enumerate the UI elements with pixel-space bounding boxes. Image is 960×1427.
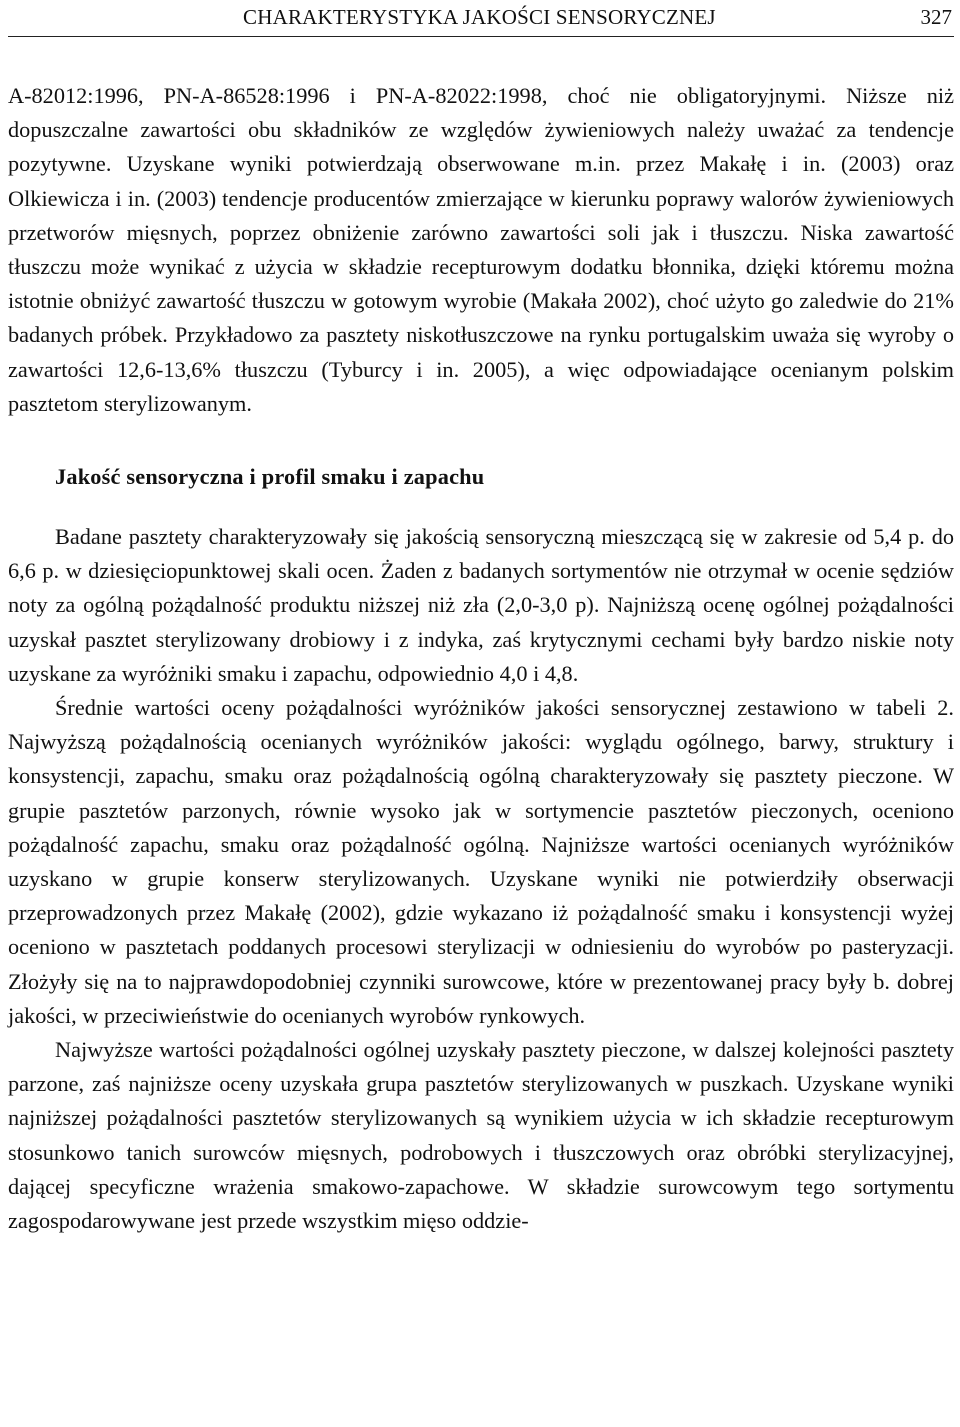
section-heading: Jakość sensoryczna i profil smaku i zapachu: [55, 464, 485, 490]
paragraph-overall-desirability: Najwyższe wartości pożądalności ogólnej uzyskały pasztety pieczone, w dalszej kolejności pasztety parzone, zaś najniższe oceny uzyskała grupa pasztetów sterylizowanych w puszkach. Uzyskane wyniki najniższej pożądalności pasztetów sterylizowanych są wynikiem użycia w ich składzie recepturowym stosunkowo tanich surowców mięsnych, podrobowych i tłuszczowych oraz obróbki sterylizacyjnej, dającej specyficzne wrażenia smakowo-zapachowe. W składzie surowcowym tego sortymentu zagospodarowywane jest przede wszystkim mięso oddzie-: [8, 1037, 954, 1234]
paragraph-continuation: A-82012:1996, PN-A-86528:1996 i PN-A-82022:1998, choć nie obligatoryjnymi. Niższe niż dopuszczalne zawartości obu składników ze względów żywieniowych należy uważać za tendencje pozytywne. Uzyskane wyniki potwierdzają obserwowane m.in. przez Makałę i in. (2003) oraz Olkiewicza i in. (2003) tendencje producentów zmierzające w kierunku poprawy walorów żywieniowych przetworów mięsnych, poprzez obniżenie zarówno zawartości soli jak i tłuszczu. Niska zawartość tłuszczu może wynikać z użycia w składzie recepturowym dodatku błonnika, dzięki któremu można istotnie obniżyć zawartość tłuszczu w gotowym wyrobie (Makała 2002), choć użyto go zaledwie do 21% badanych próbek. Przykładowo za pasztety niskotłuszczowe na rynku portugalskim uważa się wyroby o zawartości 12,6-13,6% tłuszczu (Tyburcy i in. 2005), a więc odpowiadające ocenianym polskim pasztetom sterylizowanym.: [8, 83, 954, 416]
running-header: [8, 0, 954, 37]
paragraph-sensory-quality: Badane pasztety charakteryzowały się jakością sensoryczną mieszczącą się w zakresie od 5,4 p. do 6,6 p. w dziesięciopunktowej skali ocen. Żaden z badanych sortymentów nie otrzymał w ocenie sędziów noty za ogólną pożądalność produktu niższej niż zła (2,0-3,0 p). Najniższą ocenę ogólnej pożądalności uzyskał pasztet sterylizowany drobiowy i z indyka, zaś krytycznymi cechami były bardzo niskie noty uzyskane za wyróżniki smaku i zapachu, odpowiednio 4,0 i 4,8.: [8, 524, 954, 686]
page-number: 327: [920, 5, 952, 29]
paragraph-mean-values: Średnie wartości oceny pożądalności wyróżników jakości sensorycznej zestawiono w tabeli 2. Najwyższą pożądalnością ocenianych wyróżników jakości: wyglądu ogólnego, barwy, struktury i konsystencji, zapachu, smaku oraz pożądalnością ogólną charakteryzowały się pasztety pieczone. W grupie pasztetów parzonych, równie wysoko jak w sortymencie pasztetów pieczonych, oceniono pożądalność zapachu, smaku oraz pożądalność ogólną. Najniższe wartości ocenianych wyróżników uzyskano w grupie konserw sterylizowanych. Uzyskane wyniki nie potwierdziły obserwacji przeprowadzonych przez Makałę (2002), gdzie wykazano iż pożądalność smaku i konsystencji wyżej oceniono w pasztetach poddanych procesowi sterylizacji w odniesieniu do wyrobów po pasteryzacji. Złożyły się na to najprawdopodobniej czynniki surowcowe, które w prezentowanej pracy były b. dobrej jakości, w przeciwieństwie do ocenianych wyrobów rynkowych.: [8, 695, 954, 1028]
document-page: [8, 0, 954, 1238]
running-title: CHARAKTERYSTYKA JAKOŚCI SENSORYCZNEJ: [243, 5, 716, 29]
body-text: [8, 79, 954, 1238]
